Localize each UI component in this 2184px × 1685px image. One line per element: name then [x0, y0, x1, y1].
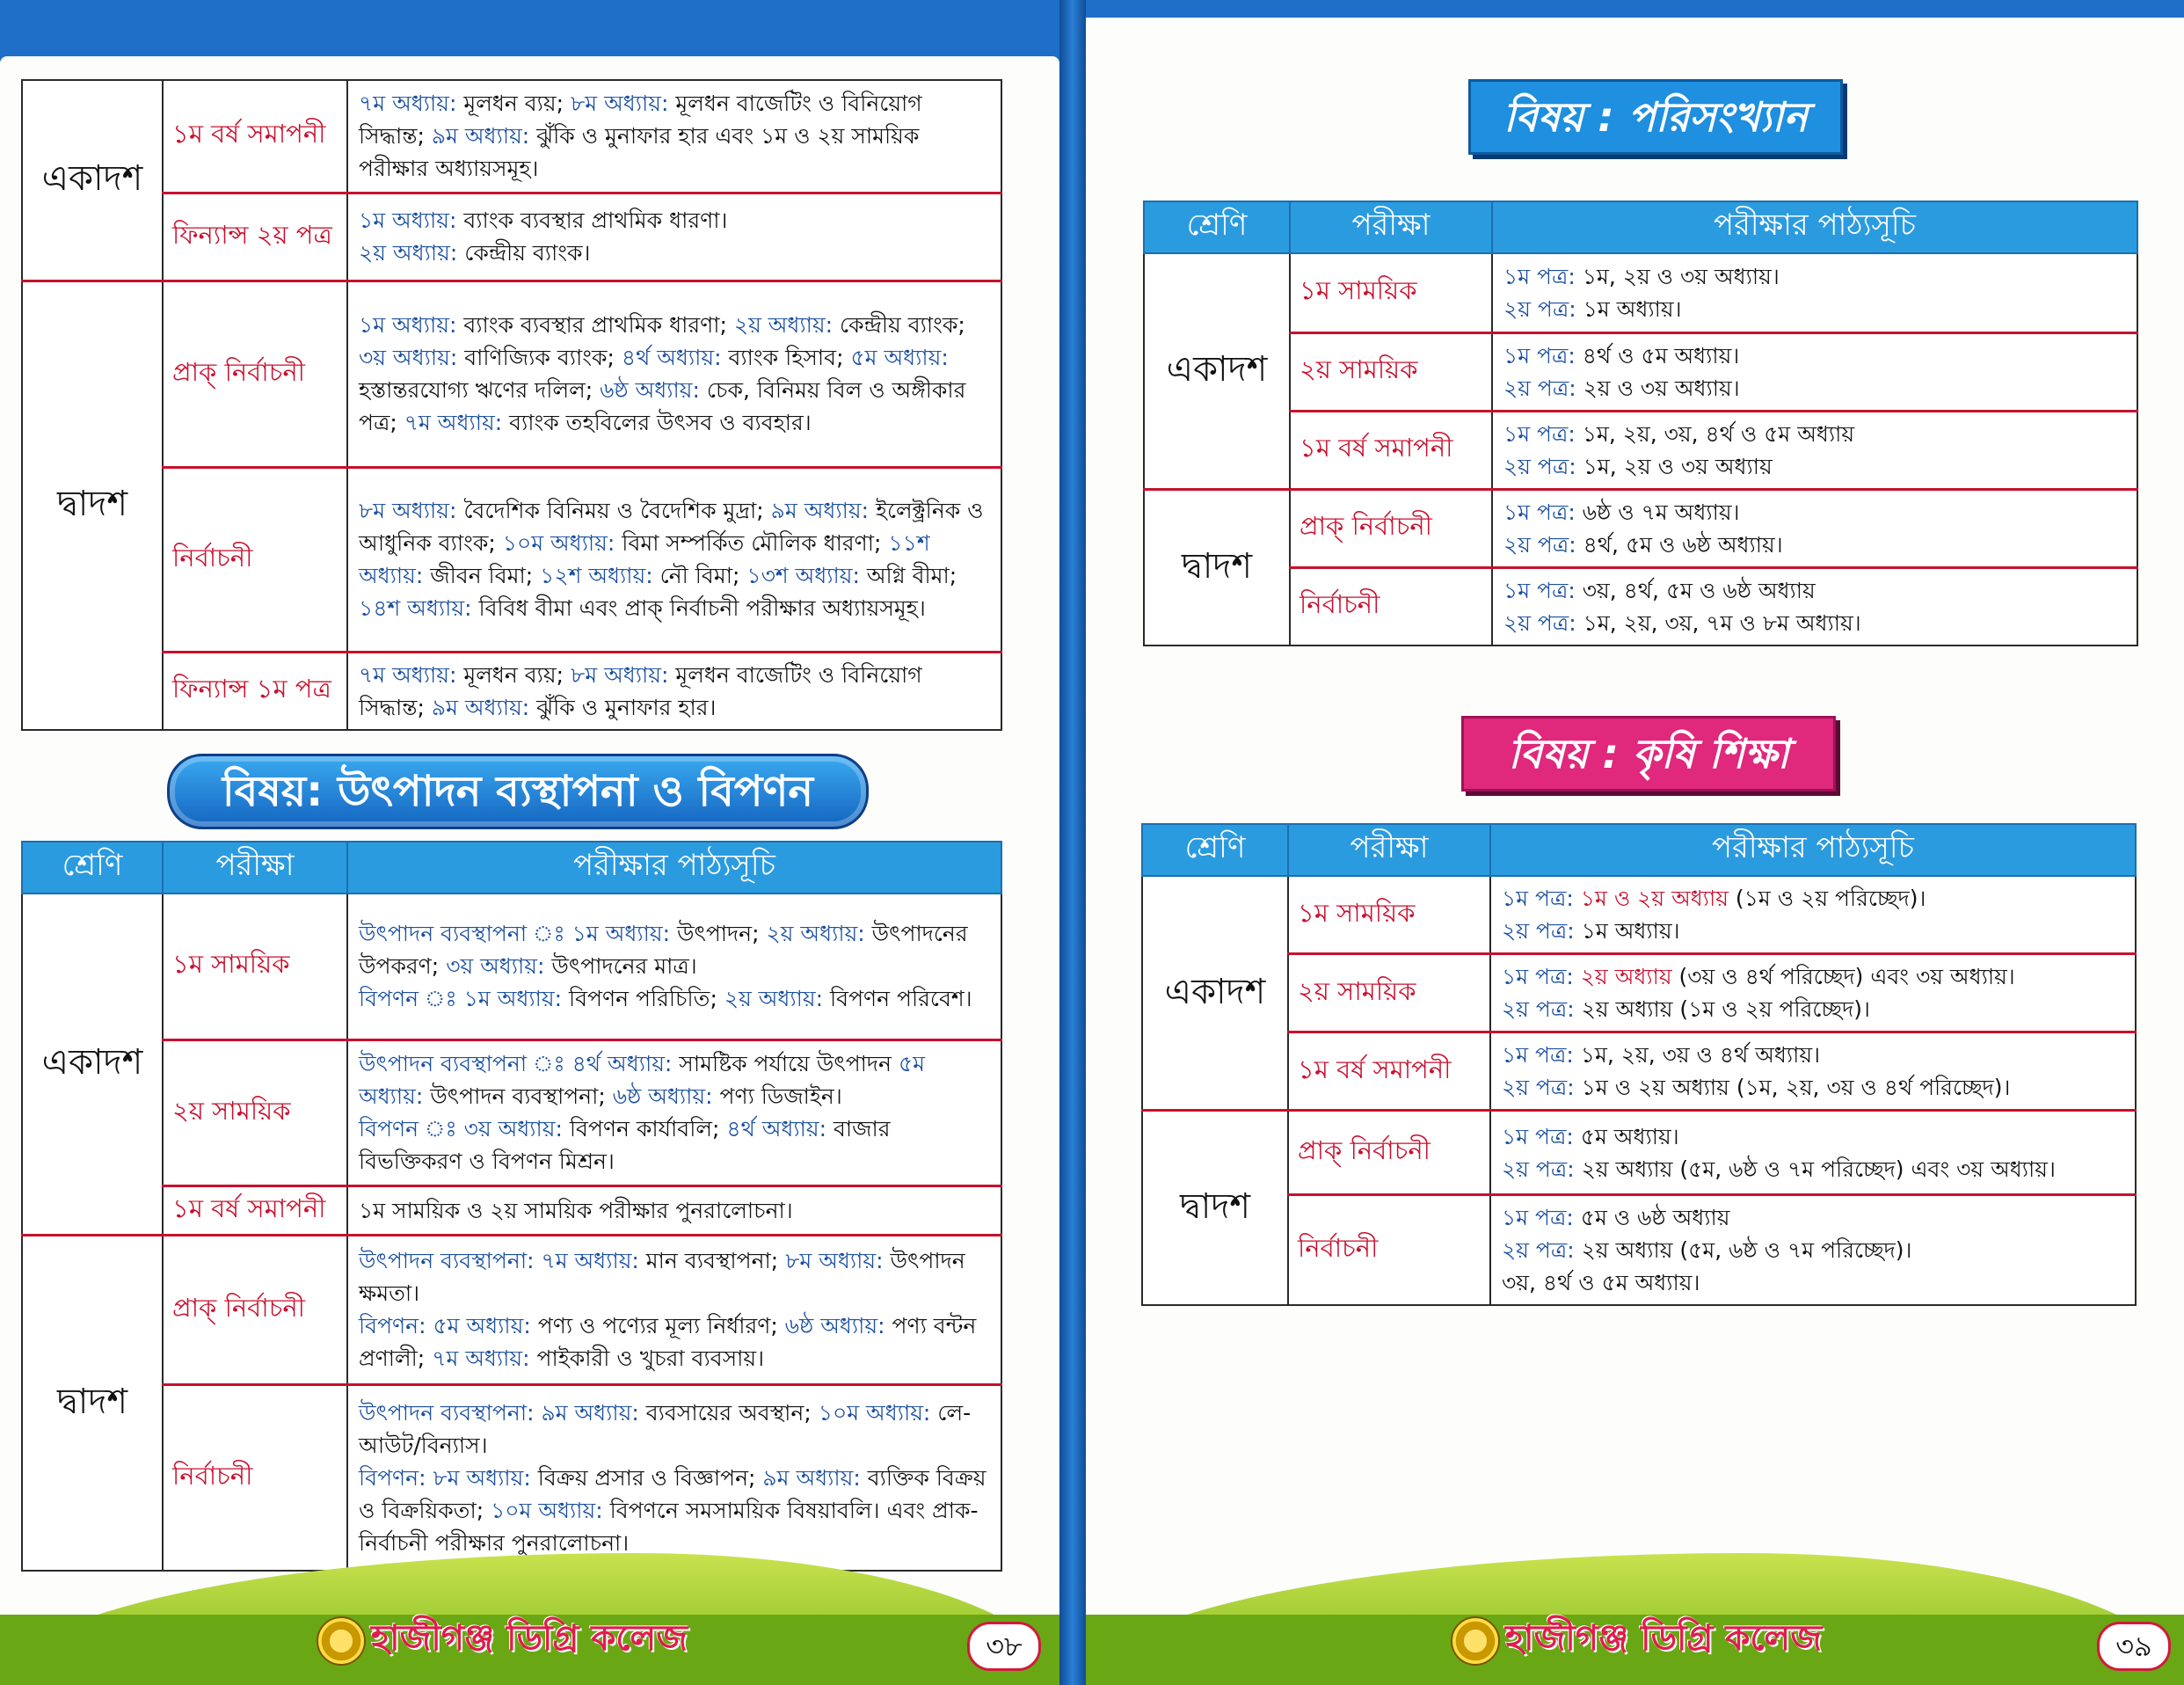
- syllabus-cell: ৭ম অধ্যায়: মূলধন ব্যয়; ৮ম অধ্যায়: মূলধন বাজেটিং ও বিনিয়োগ সিদ্ধান্ত; ৯ম অধ্যায়: ঝুঁকি ও মুনাফার হার।: [347, 652, 1001, 730]
- syllabus-cell: ১ম সাময়িক ও ২য় সাময়িক পরীক্ষার পুনরালোচনা।: [347, 1185, 1001, 1235]
- exam-cell: নির্বাচনী: [1290, 567, 1492, 646]
- syllabus-cell: ১ম অধ্যায়: ব্যাংক ব্যবস্থার প্রাথমিক ধারণা। ২য় অধ্যায়: কেন্দ্রীয় ব্যাংক।: [347, 193, 1001, 281]
- table-header-row: [1142, 824, 2136, 876]
- exam-cell: প্রাক্ নির্বাচনী: [163, 281, 347, 467]
- exam-cell: ১ম সাময়িক: [1290, 253, 1492, 332]
- header-class: শ্রেণি: [1144, 201, 1290, 253]
- syllabus-cell: ১ম পত্র: ৬ষ্ঠ ও ৭ম অধ্যায়। ২য় পত্র: ৪র্থ, ৫ম ও ৬ষ্ঠ অধ্যায়।: [1492, 489, 2137, 567]
- table-row: [22, 652, 1001, 730]
- right-footer: [1086, 1540, 2184, 1685]
- class-cell: দ্বাদশ: [22, 1235, 163, 1571]
- syllabus-cell: ১ম পত্র: ৫ম ও ৬ষ্ঠ অধ্যায় ২য় পত্র: ২য় অধ্যায় (৫ম, ৬ষ্ঠ ও ৭ম পরিচ্ছেদ)। ৩য়, ৪র্থ ও ৫ম অধ্যায়।: [1490, 1195, 2136, 1306]
- table-row: [1144, 411, 2137, 489]
- exam-cell: ২য় সাময়িক: [1288, 954, 1490, 1032]
- syllabus-cell: ৮ম অধ্যায়: বৈদেশিক বিনিময় ও বৈদেশিক মুদ্রা; ৯ম অধ্যায়: ইলেক্ট্রনিক ও আধুনিক ব্যাংক; ১০ম অধ্যায়: বিমা সম্পর্কিত মৌলিক ধারণা; ১১শ অধ্যায়: জীবন বিমা; ১২শ অধ্যায়: নৌ বিমা; ১৩শ অধ্যায়: অগ্নি বীমা; ১৪শ অধ্যায়: বিবিধ বীমা এবং প্রাক্ নির্বাচনী পরীক্ষার অধ্যায়সমূহ।: [347, 467, 1001, 652]
- table-row: [22, 1185, 1001, 1235]
- page-number: ৩৮: [967, 1622, 1041, 1671]
- class-cell: একাদশ: [1142, 876, 1288, 1111]
- exam-cell: ১ম সাময়িক: [1288, 876, 1490, 954]
- statistics-subject-title: বিষয় : পরিসংখ্যান: [1468, 79, 1843, 155]
- class-cell: একাদশ: [22, 894, 163, 1235]
- class-cell: দ্বাদশ: [1144, 489, 1290, 646]
- syllabus-cell: ১ম পত্র: ১ম, ২য়, ৩য়, ৪র্থ ও ৫ম অধ্যায় ২য় পত্র: ১ম, ২য় ও ৩য় অধ্যায়: [1492, 411, 2137, 489]
- book-spine: [1059, 0, 1086, 1685]
- statistics-syllabus-table: [1143, 201, 2138, 646]
- exam-cell: ২য় সাময়িক: [163, 1039, 347, 1185]
- header-class: শ্রেণি: [1142, 824, 1288, 876]
- college-logo-icon: [1451, 1616, 1500, 1666]
- exam-cell: ২য় সাময়িক: [1290, 332, 1492, 411]
- table-row: [1144, 567, 2137, 646]
- table-row: [1142, 876, 2136, 954]
- page-number: ৩৯: [2097, 1622, 2171, 1671]
- exam-cell: নির্বাচনী: [1288, 1195, 1490, 1306]
- table-row: [1144, 332, 2137, 411]
- table-row: [1142, 1032, 2136, 1111]
- table-row: [22, 1235, 1001, 1384]
- syllabus-cell: ১ম পত্র: ১ম, ২য় ও ৩য় অধ্যায়। ২য় পত্র: ১ম অধ্যায়।: [1492, 253, 2137, 332]
- header-exam: পরীক্ষা: [163, 842, 347, 894]
- college-name: হাজীগঞ্জ ডিগ্রি কলেজ: [1505, 1618, 1823, 1659]
- college-logo-icon: [317, 1616, 366, 1666]
- class-cell: একাদশ: [22, 80, 163, 281]
- syllabus-cell: ১ম পত্র: ৩য়, ৪র্থ, ৫ম ও ৬ষ্ঠ অধ্যায় ২য় পত্র: ১ম, ২য়, ৩য়, ৭ম ও ৮ম অধ্যায়।: [1492, 567, 2137, 646]
- production-subject-title: [167, 754, 869, 829]
- header-syllabus: পরীক্ষার পাঠ্যসূচি: [1490, 824, 2136, 876]
- production-syllabus-table: [21, 841, 1002, 1572]
- agriculture-subject-title: বিষয় : কৃষি শিক্ষা: [1461, 716, 1836, 791]
- exam-cell: নির্বাচনী: [163, 1384, 347, 1571]
- syllabus-cell: ১ম অধ্যায়: ব্যাংক ব্যবস্থার প্রাথমিক ধারণা; ২য় অধ্যায়: কেন্দ্রীয় ব্যাংক; ৩য় অধ্যায়: বাণিজ্যিক ব্যাংক; ৪র্থ অধ্যায়: ব্যাংক হিসাব; ৫ম অধ্যায়: হস্তান্তরযোগ্য ঋণের দলিল; ৬ষ্ঠ অধ্যায়: চেক, বিনিময় বিল ও অঙ্গীকার পত্র; ৭ম অধ্যায়: ব্যাংক তহবিলের উৎসব ও ব্যবহার।: [347, 281, 1001, 467]
- left-footer: [0, 1540, 1059, 1685]
- table-row: [1142, 954, 2136, 1032]
- left-page: [0, 0, 1059, 1685]
- table-row: [22, 193, 1001, 281]
- syllabus-cell: ৭ম অধ্যায়: মূলধন ব্যয়; ৮ম অধ্যায়: মূলধন বাজেটিং ও বিনিয়োগ সিদ্ধান্ত; ৯ম অধ্যায়: ঝুঁকি ও মুনাফার হার এবং ১ম ও ২য় সাময়িক পরীক্ষার অধ্যায়সমূহ।: [347, 80, 1001, 193]
- exam-cell: ফিন্যান্স ১ম পত্র: [163, 652, 347, 730]
- exam-cell: প্রাক্ নির্বাচনী: [163, 1235, 347, 1384]
- table-row: [22, 281, 1001, 467]
- exam-cell: ফিন্যান্স ২য় পত্র: [163, 193, 347, 281]
- table-row: [22, 467, 1001, 652]
- header-syllabus: পরীক্ষার পাঠ্যসূচি: [1492, 201, 2137, 253]
- header-exam: পরীক্ষা: [1288, 824, 1490, 876]
- syllabus-cell: ১ম পত্র: ১ম ও ২য় অধ্যায় (১ম ও ২য় পরিচ্ছেদ)। ২য় পত্র: ১ম অধ্যায়।: [1490, 876, 2136, 954]
- class-cell: একাদশ: [1144, 253, 1290, 489]
- syllabus-cell: ১ম পত্র: ৫ম অধ্যায়। ২য় পত্র: ২য় অধ্যায় (৫ম, ৬ষ্ঠ ও ৭ম পরিচ্ছেদ) এবং ৩য় অধ্যায়।: [1490, 1111, 2136, 1195]
- college-name: হাজীগঞ্জ ডিগ্রি কলেজ: [371, 1618, 688, 1659]
- exam-cell: ১ম বর্ষ সমাপনী: [163, 80, 347, 193]
- syllabus-cell: উৎপাদন ব্যবস্থাপনা ঃ ৪র্থ অধ্যায়: সামষ্টিক পর্যায়ে উৎপাদন ৫ম অধ্যায়: উৎপাদন ব্যবস্থাপনা; ৬ষ্ঠ অধ্যায়: পণ্য ডিজাইন। বিপণন ঃ ৩য় অধ্যায়: বিপণন কার্যাবলি; ৪র্থ অধ্যায়: বাজার বিভক্তিকরণ ও বিপণন মিশ্রন।: [347, 1039, 1001, 1185]
- table-row: [1142, 1195, 2136, 1306]
- exam-cell: প্রাক্ নির্বাচনী: [1290, 489, 1492, 567]
- class-cell: দ্বাদশ: [1142, 1111, 1288, 1306]
- table-row: [22, 1039, 1001, 1185]
- page-top-border: [1086, 0, 2184, 18]
- class-cell: দ্বাদশ: [22, 281, 163, 730]
- header-class: শ্রেণি: [22, 842, 163, 894]
- header-exam: পরীক্ষা: [1290, 201, 1492, 253]
- table-header-row: [1144, 201, 2137, 253]
- syllabus-cell: ১ম পত্র: ২য় অধ্যায় (৩য় ও ৪র্থ পরিচ্ছেদ) এবং ৩য় অধ্যায়। ২য় পত্র: ২য় অধ্যায় (১ম ও ২য় পরিচ্ছেদ)।: [1490, 954, 2136, 1032]
- exam-cell: ১ম বর্ষ সমাপনী: [1290, 411, 1492, 489]
- page-top-border: [0, 0, 1059, 63]
- syllabus-cell: উৎপাদন ব্যবস্থাপনা: ৯ম অধ্যায়: ব্যবসায়ের অবস্থান; ১০ম অধ্যায়: লে-আউট/বিন্যাস। বিপণন: ৮ম অধ্যায়: বিক্রয় প্রসার ও বিজ্ঞাপন; ৯ম অধ্যায়: ব্যক্তিক বিক্রয় ও বিক্রয়িকতা; ১০ম অধ্যায়: বিপণনে সমসাময়িক বিষয়াবলি। এবং প্রাক-নির্বাচনী পরীক্ষার পুনরালোচনা।: [347, 1384, 1001, 1571]
- table-row: [22, 894, 1001, 1039]
- exam-cell: ১ম বর্ষ সমাপনী: [1288, 1032, 1490, 1111]
- table-row: [1144, 489, 2137, 567]
- syllabus-cell: ১ম পত্র: ১ম, ২য়, ৩য় ও ৪র্থ অধ্যায়। ২য় পত্র: ১ম ও ২য় অধ্যায় (১ম, ২য়, ৩য় ও ৪র্থ পরিচ্ছেদ)।: [1490, 1032, 2136, 1111]
- exam-cell: নির্বাচনী: [163, 467, 347, 652]
- table-row: [1144, 253, 2137, 332]
- header-syllabus: পরীক্ষার পাঠ্যসূচি: [347, 842, 1001, 894]
- agriculture-syllabus-table: [1141, 823, 2137, 1306]
- table-row: [1142, 1111, 2136, 1195]
- table-row: [22, 80, 1001, 193]
- exam-cell: প্রাক্ নির্বাচনী: [1288, 1111, 1490, 1195]
- finance-syllabus-table: [21, 79, 1002, 731]
- syllabus-cell: উৎপাদন ব্যবস্থাপনা ঃ ১ম অধ্যায়: উৎপাদন; ২য় অধ্যায়: উৎপাদনের উপকরণ; ৩য় অধ্যায়: উৎপাদনের মাত্র। বিপণন ঃ ১ম অধ্যায়: বিপণন পরিচিতি; ২য় অধ্যায়: বিপণন পরিবেশ।: [347, 894, 1001, 1039]
- production-subject-title-text: বিষয়: উৎপাদন ব্যস্থাপনা ও বিপণন: [222, 767, 814, 816]
- syllabus-cell: ১ম পত্র: ৪র্থ ও ৫ম অধ্যায়। ২য় পত্র: ২য় ও ৩য় অধ্যায়।: [1492, 332, 2137, 411]
- exam-cell: ১ম বর্ষ সমাপনী: [163, 1185, 347, 1235]
- syllabus-cell: উৎপাদন ব্যবস্থাপনা: ৭ম অধ্যায়: মান ব্যবস্থাপনা; ৮ম অধ্যায়: উৎপাদন ক্ষমতা। বিপণন: ৫ম অধ্যায়: পণ্য ও পণ্যের মূল্য নির্ধারণ; ৬ষ্ঠ অধ্যায়: পণ্য বন্টন প্রণালী; ৭ম অধ্যায়: পাইকারী ও খুচরা ব্যবসায়।: [347, 1235, 1001, 1384]
- exam-cell: ১ম সাময়িক: [163, 894, 347, 1039]
- table-header-row: [22, 842, 1001, 894]
